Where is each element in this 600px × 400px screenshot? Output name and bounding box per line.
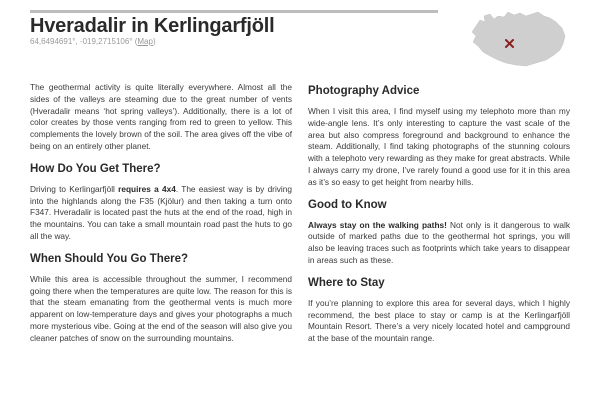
coordinates-value: 64,6494691°, -019,2715106° (30, 37, 133, 46)
heading-where-to-stay: Where to Stay (308, 276, 385, 289)
good-to-know-text: Not only is it dangerous to walk outside of marked paths due to the geothermal hot springs, you will also be leaving traces such as footprints which take years to disappear in areas such as these. (308, 219, 570, 265)
get-there-emphasis: requires a 4x4 (118, 183, 176, 194)
header-rule (30, 10, 438, 13)
good-to-know-emphasis: Always stay on the walking paths! (308, 219, 447, 230)
get-there-paragraph (30, 184, 292, 243)
get-there-text-cont: . The easiest way is by driving into the highlands along the F35 (Kjölur) and then taking a turn onto F347. Hveradalir is located past the huts at the end of the road, high in the mountains. You can take a small mountain road past the huts to go all the way. (30, 183, 293, 241)
page-title: Hveradalir in Kerlingarfjöll (30, 15, 275, 37)
heading-good-to-know: Good to Know (308, 198, 387, 211)
right-column (308, 82, 570, 345)
get-there-text: Driving to Kerlingarfjöll (30, 183, 119, 194)
coordinates: 64,6494691°, -019,2715106° (Map) (30, 37, 156, 46)
intro-paragraph: The geothermal activity is quite literally everywhere. Almost all the sides of the valleys are steaming due to the great number of vents (Hveradalir means ‘hot spring valleys’). Additionally, there is a lot of color creates by those vents ranging from red to green to yellow. This complements the lovely brown of the soil. The area gives off the vibe of being on an entirely other planet. (30, 82, 292, 151)
stay-paragraph: If you’re planning to explore this area for several days, which I highly recommend, the best place to stay or camp is at the Kerlingarfjöll Mountain Resort. There’s a very nicely located hotel and campground at the base of the mountain range. (308, 297, 570, 344)
when-paragraph: While this area is accessible throughout the summer, I recommend going there when the temperatures are quite low. The reason for this is that the steam emanating from the geothermal vents is much more apparent on low-temperature days and gives your photographs a much more mysterious vibe. Going at the end of the season will also give you cleaner patches of snow on the surrounding mountains. (30, 273, 292, 343)
heading-photography-advice: Photography Advice (308, 85, 420, 97)
left-column (30, 82, 292, 345)
iceland-map (470, 8, 568, 70)
iceland-outline (472, 12, 565, 66)
photography-paragraph: When I visit this area, I find myself using my telephoto more than my wide-angle lens. It’s only interesting to capture the vast scale of the area but also compress foreground and background to enhance the steam. Additionally, I find taking photographs of the stunning colours with a telephoto very rewarding as they make for great abstracts. While I always carry my drone, I’ve rarely found a good use for it in this area as it’s so easy to get height from nearby hills. (308, 106, 570, 187)
good-to-know-paragraph (308, 220, 570, 267)
map-link[interactable]: Map (137, 37, 153, 46)
heading-how-to-get-there: How Do You Get There? (30, 162, 161, 175)
heading-when-to-go: When Should You Go There? (30, 252, 189, 265)
